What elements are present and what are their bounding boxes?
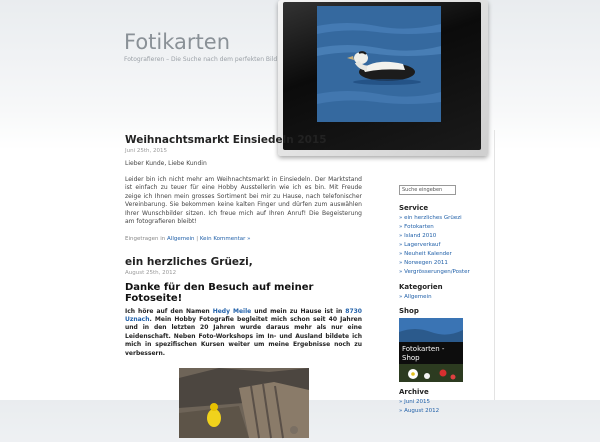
rocky-coast-photo — [179, 368, 309, 438]
service-item[interactable]: » Neuheit Kalender — [399, 251, 452, 257]
post-meta — [125, 236, 362, 242]
post-date: August 25th, 2012 — [125, 269, 177, 276]
author-name: Hedy Meile — [212, 307, 252, 315]
post-title[interactable]: ein herzliches Grüezi, — [125, 255, 253, 268]
column-divider — [494, 130, 495, 400]
post — [125, 256, 362, 438]
service-item[interactable]: » Fotokarten — [399, 224, 434, 230]
header-photo-eider-duck — [317, 6, 441, 122]
service-heading: Service — [399, 204, 429, 212]
category-item[interactable]: » Allgemein — [399, 294, 432, 300]
category-link[interactable]: Allgemein — [167, 235, 195, 242]
service-item[interactable]: » Norwegen 2011 — [399, 260, 448, 266]
categories-list — [399, 293, 494, 302]
sidebar — [399, 176, 494, 416]
post — [125, 134, 362, 242]
archive-item[interactable]: » August 2012 — [399, 408, 440, 414]
service-item[interactable]: » Vergrösserungen/Poster — [399, 269, 470, 275]
intro-text-2: und mein zu Hause ist in — [254, 307, 343, 315]
comments-link[interactable]: Kein Kommentar » — [199, 235, 251, 242]
post-intro — [125, 308, 362, 358]
post-photo — [179, 368, 309, 438]
post-body: Leider bin ich nicht mehr am Weihnachtsmarkt in Einsiedeln. Der Marktstand ist einfach zu teuer für eine Hobby Ausstellerin wie ich es bin. Mit Freude zeige ich Ihnen mein grosses Sortiment bei mir zu Hause, nach telefonischer Vereinbarung. Sie bekommen keine kalten Finger und dürfen zum auswählen Ihrer Wunschbilder sitzen. Ich freue mich auf Ihren Anruf! Die Begeisterung am fotografieren bleibt! — [125, 175, 362, 225]
post-title[interactable]: Weihnachtsmarkt Einsiedeln 2015 — [125, 134, 327, 146]
service-item[interactable]: » Lagerverkauf — [399, 242, 441, 248]
archive-list — [399, 398, 494, 416]
post-meta-prefix: Eingetragen in — [125, 235, 166, 242]
archive-heading: Archive — [399, 388, 429, 396]
shop-heading: Shop — [399, 307, 419, 315]
post-heading: Danke für den Besuch auf meiner Fotoseite! — [125, 281, 314, 304]
service-list — [399, 214, 494, 277]
shop-banner-text: Fotokarten -Shop — [402, 345, 445, 362]
post-greeting: Lieber Kunde, Liebe Kundin — [125, 160, 207, 167]
archive-item[interactable]: » Juni 2015 — [399, 399, 430, 405]
main-content — [125, 134, 362, 438]
site-title[interactable]: Fotikarten — [124, 30, 231, 54]
author-place: 8730 Uznach — [125, 307, 362, 323]
categories-heading: Kategorien — [399, 283, 443, 291]
site-tagline: Fotografieren – Die Suche nach dem perfekten Bild — [124, 56, 278, 63]
duck-photo-illustration — [317, 6, 441, 122]
intro-text-1: Ich höre auf den Namen — [125, 307, 210, 315]
search-input[interactable] — [399, 185, 456, 195]
service-item[interactable]: » Island 2010 — [399, 233, 437, 239]
intro-text-rest: . Mein Hobby Fotografie begleitet mich schon seit 40 Jahren und in den letzten 20 Jahren wurde daraus mehr als nur eine Leidenschaft. Neben Foto-Workshops im In- und Ausland bildete ich mich in spezifischen Kursen weiter um meine Ergebnisse noch zu verbessern. — [125, 315, 362, 357]
meta-separator: | — [196, 235, 199, 242]
post-date: Juni 25th, 2015 — [125, 148, 168, 154]
site-header — [0, 0, 600, 130]
service-item[interactable]: » ein herzliches Grüezi — [399, 215, 462, 221]
shop-banner[interactable] — [399, 318, 463, 382]
